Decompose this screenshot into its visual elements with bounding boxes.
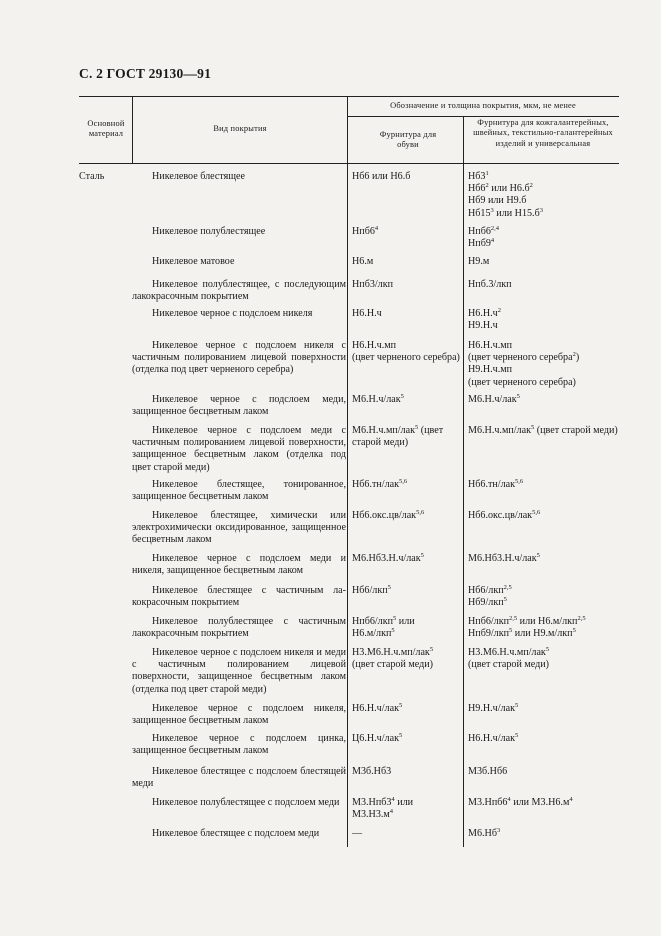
header-bottom-rule bbox=[79, 163, 619, 164]
leather-designation-cell: Н6.Н.ч/лак$^5$ bbox=[468, 732, 519, 744]
column-divider-2 bbox=[347, 96, 348, 847]
shoe-designation-cell: М6.Н.ч.мп/лак$^5$ (цвет старой меди) bbox=[352, 424, 444, 449]
shoe-designation-cell: Н6.Н.ч/лак$^5$ bbox=[352, 702, 403, 714]
leather-designation-cell: $Н6.Н.ч^2$ Н9.Н.ч bbox=[468, 307, 501, 332]
table-top-rule bbox=[79, 96, 619, 97]
coating-type-cell: Никелевое черное с подслоем цинка, защищенное бесцветным лаком bbox=[132, 733, 346, 757]
coating-type-cell: Никелевое черное с подслоем никеля bbox=[152, 308, 313, 319]
coating-type-cell: Никелевое блестящее с подслоем меди bbox=[152, 828, 320, 839]
coating-type-cell: Никелевое матовое bbox=[152, 256, 235, 267]
shoe-designation-cell: Нб6/лкп$^5$ bbox=[352, 584, 391, 596]
leather-designation-cell: Нпб6/лкп$^{2,5}$ или Н6.м/лкп$^{2,5}$ Нпб9/лкп$^5$ или Н9.м/лкп$^5$ bbox=[468, 615, 586, 640]
leather-designation-cell: Нб6/лкп$^{2,5}$ Нб9/лкп$^5$ bbox=[468, 584, 512, 609]
shoe-designation-cell: Н6.Н.ч.мп (цвет черненого серебра) bbox=[352, 340, 460, 364]
coating-type-cell: Никелевое блестящее с подслоем блестящей меди bbox=[132, 766, 346, 790]
leather-designation-cell: Нпб.3/лкп bbox=[468, 279, 512, 290]
header-coating-type: Вид покрытия bbox=[213, 124, 267, 133]
leather-designation-cell: Н6.Н.ч.мп (цвет черненого серебра$^2$) Н9.Н.ч.мп (цвет черненого серебра) bbox=[468, 340, 580, 388]
coating-type-cell: Никелевое черное с подслоем никеля, защищенное бесцветным лаком bbox=[132, 703, 346, 727]
leather-designation-cell: Н9.Н.ч/лак$^5$ bbox=[468, 702, 519, 714]
leather-designation-cell: Нб6.тн/лак$^{5,6}$ bbox=[468, 478, 524, 490]
leather-designation-cell: $М3.Нпб6^4$ или $М3.Н6.м^4$ bbox=[468, 796, 573, 808]
base-material-value: Сталь bbox=[79, 171, 105, 182]
leather-designation-cell: М6.Н.ч.мп/лак$^5$ (цвет старой меди) bbox=[468, 424, 618, 436]
coating-type-cell: Никелевое черное с подслоем меди, защищенное бесцветным лаком bbox=[132, 394, 346, 418]
shoe-designation-cell: Нб6.тн/лак$^{5,6}$ bbox=[352, 478, 408, 490]
shoe-designation-cell: Н6.м bbox=[352, 256, 374, 267]
shoe-designation-cell: Н6.Н.ч bbox=[352, 308, 382, 319]
leather-designation-cell: Нпб6$^{2,4}$ $Нпб9^4$ bbox=[468, 225, 499, 250]
coating-type-cell: Никелевое блестящее bbox=[152, 171, 245, 182]
shoe-designation-cell: Нб6 или Н6.б bbox=[352, 171, 411, 182]
shoe-designation-cell: Нпб6/лкп$^5$ или Н6.м/лкп$^5$ bbox=[352, 615, 415, 640]
shoe-designation-cell: Нпб3/лкп bbox=[352, 279, 394, 290]
coating-type-cell: Никелевое полублестящее bbox=[152, 226, 266, 237]
column-divider-1 bbox=[132, 96, 133, 163]
leather-designation-cell: М6.Н.ч/лак$^5$ bbox=[468, 393, 520, 405]
header-shoe-fittings: Фурнитура для обуви bbox=[379, 130, 437, 150]
leather-designation-cell: Н9.м bbox=[468, 256, 490, 267]
shoe-designation-cell: Нб6.окс.цв/лак$^{5,6}$ bbox=[352, 509, 425, 521]
shoe-designation-cell: $Нпб6^4$ bbox=[352, 225, 379, 237]
leather-designation-cell: Н3.М6.Н.ч.мп/лак$^5$ (цвет старой меди) bbox=[468, 646, 550, 671]
coating-type-cell: Никелевое черное с подслоем меди с частичным полированием лицевой поверхности, защищенное бесцветным лаком (отделка под цвет старой меди) bbox=[132, 425, 346, 473]
header-designation-group: Обозначение и толщина покрытия, мкм, не менее bbox=[390, 101, 576, 110]
page-header: С. 2 ГОСТ 29130—91 bbox=[79, 66, 212, 81]
coating-type-cell: Никелевое полублестящее, с последующим лакокрасочным покрытием bbox=[132, 279, 346, 303]
shoe-designation-cell: М6.Н.ч/лак$^5$ bbox=[352, 393, 404, 405]
shoe-designation-cell: $М3.Нпб3^4$ или $М3.Н3.м^4$ bbox=[352, 796, 414, 821]
header-leather-fittings: Фурнитура для кожгалантерейных, швейных, текстильно-галантерейных изделий и универсальная bbox=[473, 118, 613, 148]
coating-type-cell: Никелевое черное с подслоем никеля с частичным полированием лицевой поверхности (отделка под цвет черненого серебра) bbox=[132, 340, 346, 376]
leather-designation-cell: М6.Нб3.Н.ч/лак$^5$ bbox=[468, 552, 540, 564]
shoe-designation-cell: — bbox=[352, 828, 363, 839]
leather-designation-cell: $М6.Нб^3$ bbox=[468, 827, 501, 839]
coating-type-cell: Никелевое блестящее с частичным лакокрасочным покрытием bbox=[132, 585, 346, 609]
coating-type-cell: Никелевое блестящее, химически или электрохимически оксидированное, защищенное бесцветным лаком bbox=[132, 510, 346, 546]
header-base-material: Основной материал bbox=[87, 119, 125, 139]
coating-type-cell: Никелевое полублестящее с частичным лакокрасочным покрытием bbox=[132, 616, 346, 640]
leather-designation-cell: $Нб3^1$ $Нб6^2$ или $Н6.б^2$ Нб9 или Н9.б $Нб15^3$ или $Н15.б^3$ bbox=[468, 170, 543, 219]
shoe-designation-cell: Ц6.Н.ч/лак$^5$ bbox=[352, 732, 403, 744]
leather-designation-cell: Нб6.окс.цв/лак$^{5,6}$ bbox=[468, 509, 541, 521]
shoe-designation-cell: М3б.Нб3 bbox=[352, 766, 392, 777]
leather-designation-cell: М3б.Нб6 bbox=[468, 766, 508, 777]
shoe-designation-cell: Н3.М6.Н.ч.мп/лак$^5$ (цвет старой меди) bbox=[352, 646, 434, 671]
coating-type-cell: Никелевое черное с подслоем меди и никеля, защищенное бесцветным лаком bbox=[132, 553, 346, 577]
header-group-rule bbox=[347, 116, 619, 117]
coating-type-cell: Никелевое черное с подслоем никеля и меди с частичным полированием лицевой поверхности, защищенное бесцветным лаком (отделка под цвет старой меди) bbox=[132, 647, 346, 695]
shoe-designation-cell: М6.Нб3.Н.ч/лак$^5$ bbox=[352, 552, 424, 564]
coating-type-cell: Никелевое блестящее, тонированное, защищенное бесцветным лаком bbox=[132, 479, 346, 503]
coating-type-cell: Никелевое полублестящее с подслоем меди bbox=[152, 797, 340, 808]
